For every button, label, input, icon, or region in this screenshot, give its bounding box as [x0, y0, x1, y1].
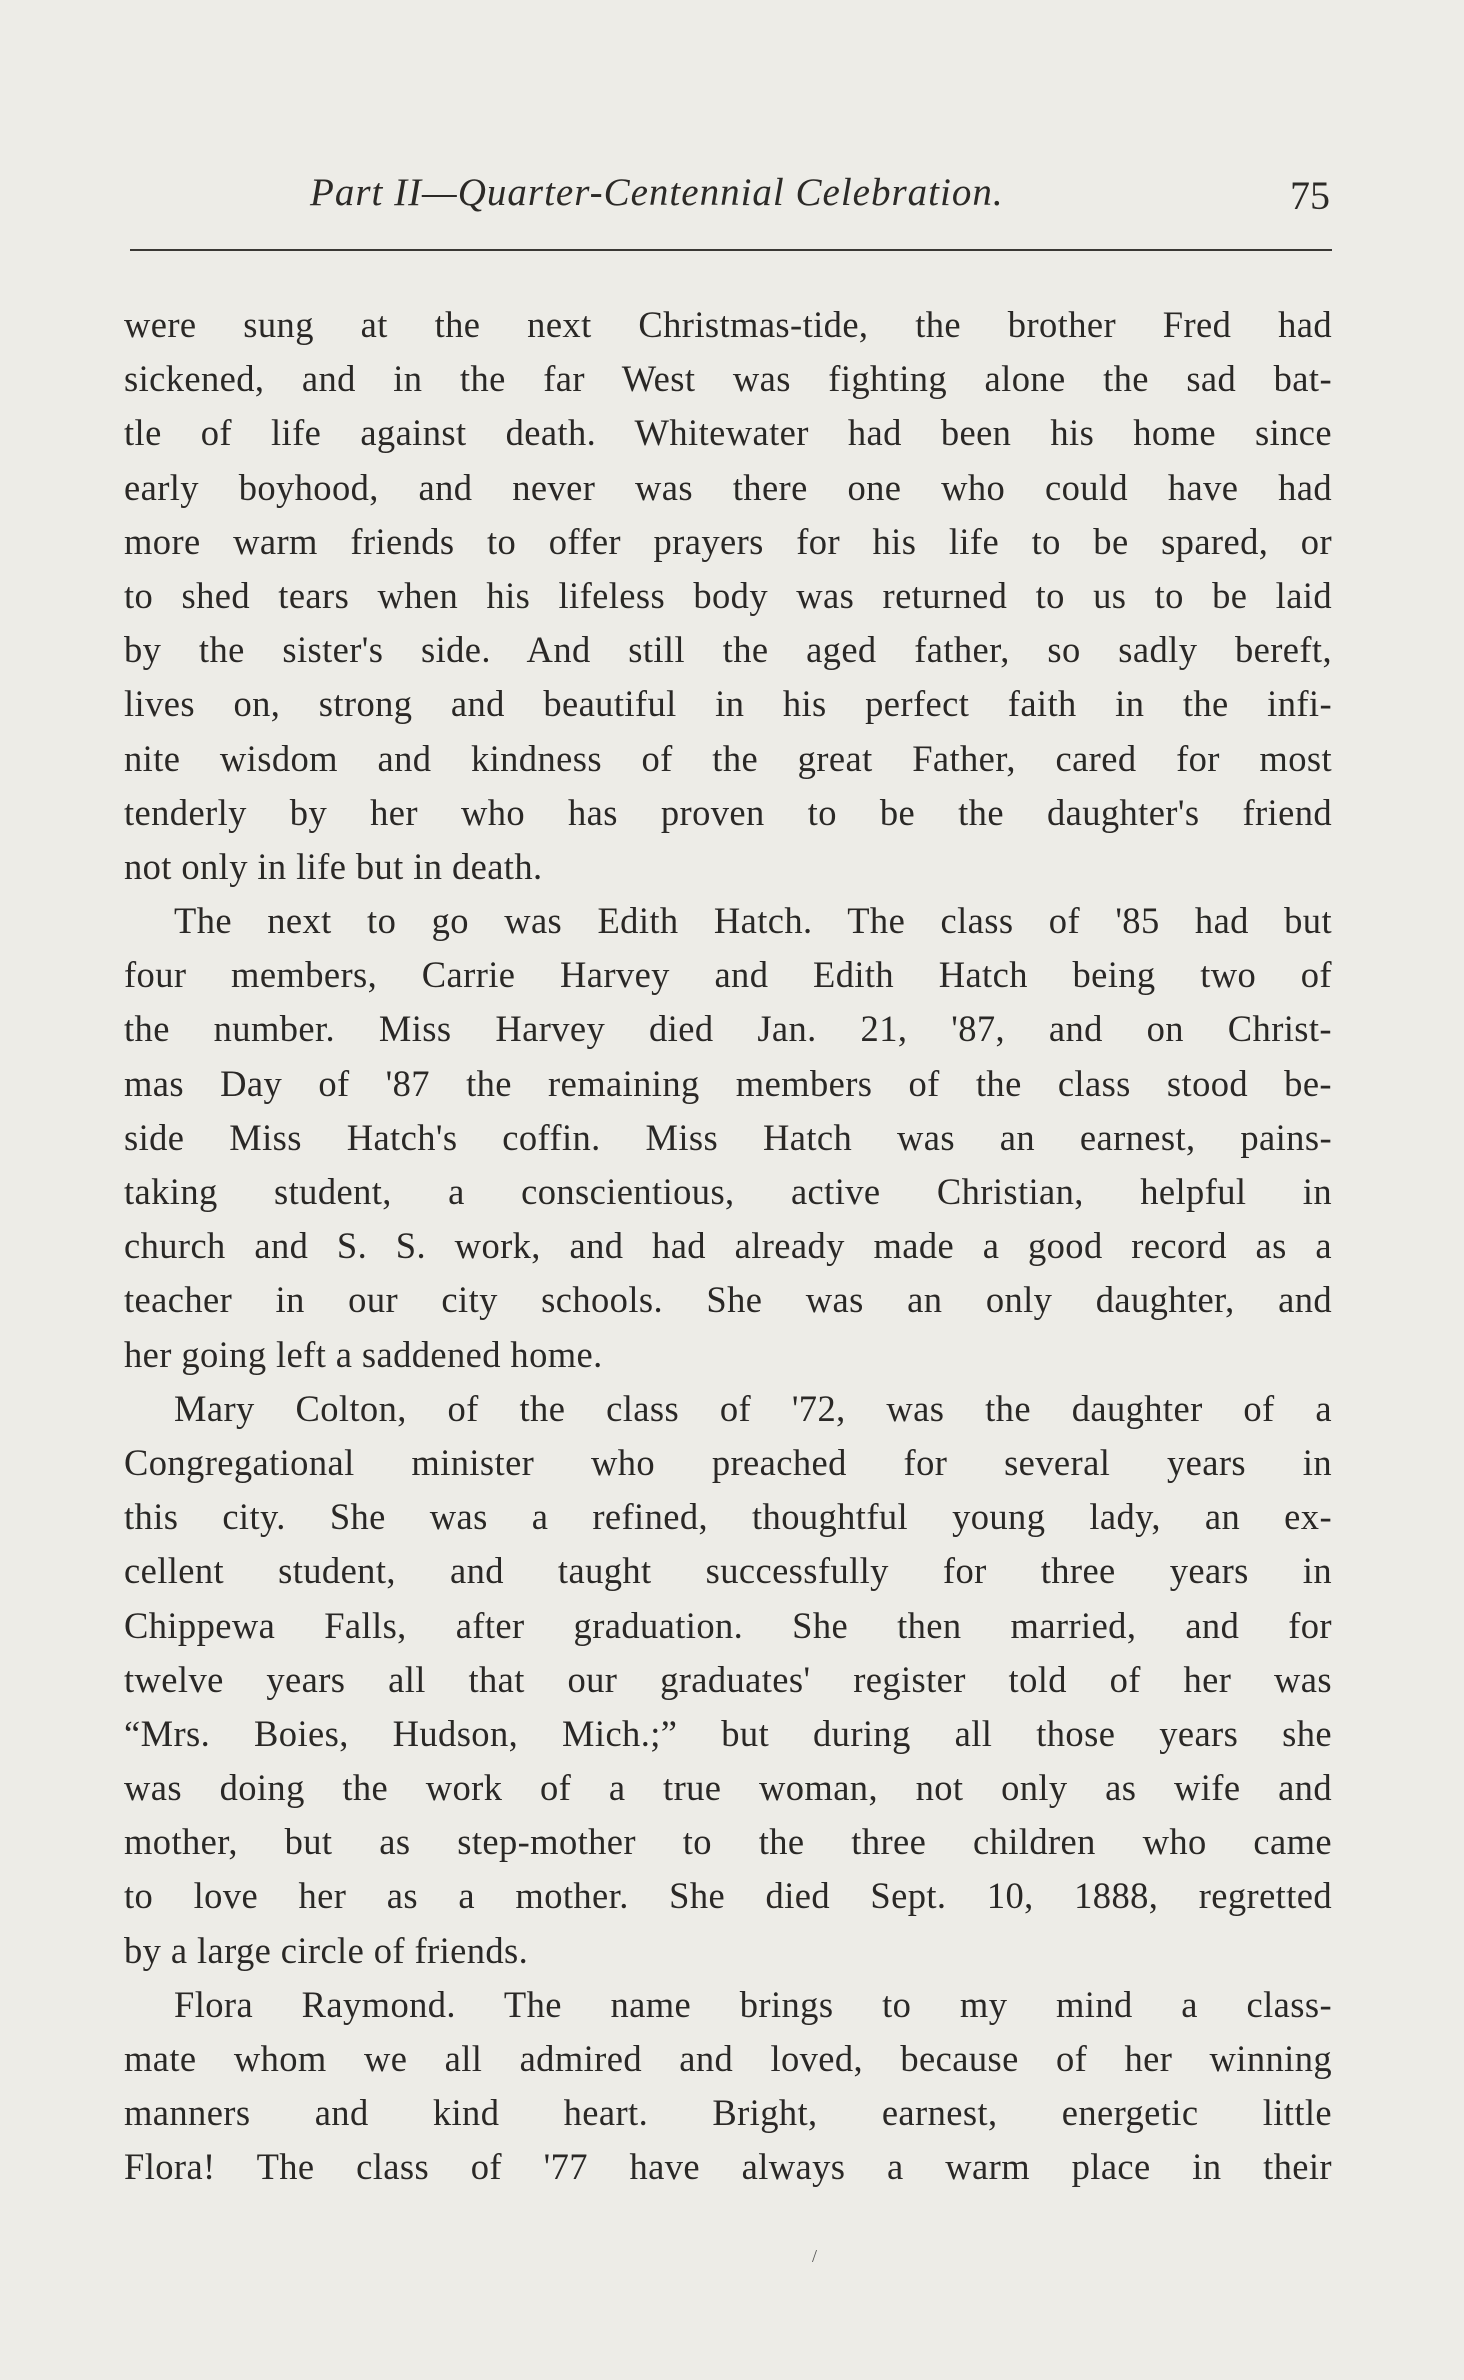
- text-line: were sung at the next Christmas-tide, the brother Fred had: [124, 304, 1332, 345]
- text-line: tenderly by her who has proven to be the daughter's friend: [124, 791, 1332, 833]
- text-line: was doing the work of a true woman, not only as wife and: [124, 1767, 1332, 1809]
- text-line: to love her as a mother. She died Sept. 10, 1888, regretted: [124, 1875, 1332, 1917]
- text-line: by a large circle of friends.: [124, 1929, 529, 1971]
- header-rule: [130, 249, 1332, 251]
- text-line: mate whom we all admired and loved, because of her winning: [124, 2038, 1332, 2079]
- text-line: sickened, and in the far West was fighting alone the sad bat-: [124, 358, 1332, 400]
- paper-speck: /: [812, 2246, 818, 2266]
- text-line: more warm friends to offer prayers for his life to be spared, or: [124, 520, 1332, 562]
- text-line: teacher in our city schools. She was an only daughter, and: [124, 1279, 1332, 1321]
- text-line: not only in life but in death.: [124, 845, 543, 887]
- text-line: this city. She was a refined, thoughtful young lady, an ex-: [124, 1496, 1332, 1538]
- text-line: by the sister's side. And still the aged father, so sadly bereft,: [124, 629, 1332, 671]
- text-line: side Miss Hatch's coffin. Miss Hatch was an earnest, pains-: [124, 1116, 1332, 1158]
- text-line: Flora! The class of '77 have always a warm place in their: [124, 2146, 1332, 2188]
- text-line: the number. Miss Harvey died Jan. 21, '87, and on Christ-: [124, 1008, 1332, 1050]
- text-line: church and S. S. work, and had already made a good record as a: [124, 1225, 1332, 1267]
- text-line: early boyhood, and never was there one who could have had: [124, 466, 1332, 508]
- running-head: [130, 170, 1330, 240]
- text-line: nite wisdom and kindness of the great Father, cared for most: [124, 737, 1332, 779]
- text-line: to shed tears when his lifeless body was returned to us to be laid: [124, 574, 1332, 616]
- text-line: four members, Carrie Harvey and Edith Hatch being two of: [124, 954, 1332, 996]
- text-line: “Mrs. Boies, Hudson, Mich.;” but during all those years she: [124, 1712, 1332, 1754]
- text-line: The next to go was Edith Hatch. The class of '85 had but: [174, 900, 1332, 942]
- text-line: Chippewa Falls, after graduation. She then married, and for: [124, 1604, 1332, 1646]
- text-line: Flora Raymond. The name brings to my mind a class-: [174, 1983, 1332, 2025]
- text-line: mother, but as step-mother to the three children who came: [124, 1821, 1332, 1863]
- text-line: tle of life against death. Whitewater had been his home since: [124, 412, 1332, 454]
- running-title: Part II—Quarter-Centennial Celebration.: [310, 171, 1004, 214]
- page-number: 75: [1290, 173, 1330, 218]
- body-text: [124, 298, 1332, 2195]
- text-line: taking student, a conscientious, active Christian, helpful in: [124, 1171, 1332, 1212]
- text-line: Mary Colton, of the class of '72, was the daughter of a: [174, 1387, 1332, 1429]
- text-line: Congregational minister who preached for several years in: [124, 1441, 1332, 1483]
- text-line: her going left a saddened home.: [124, 1333, 603, 1375]
- text-line: manners and kind heart. Bright, earnest, energetic little: [124, 2092, 1332, 2134]
- text-line: lives on, strong and beautiful in his perfect faith in the infi-: [124, 683, 1332, 725]
- text-line: cellent student, and taught successfully for three years in: [124, 1550, 1332, 1592]
- text-line: mas Day of '87 the remaining members of the class stood be-: [124, 1062, 1332, 1104]
- text-line: twelve years all that our graduates' register told of her was: [124, 1658, 1332, 1700]
